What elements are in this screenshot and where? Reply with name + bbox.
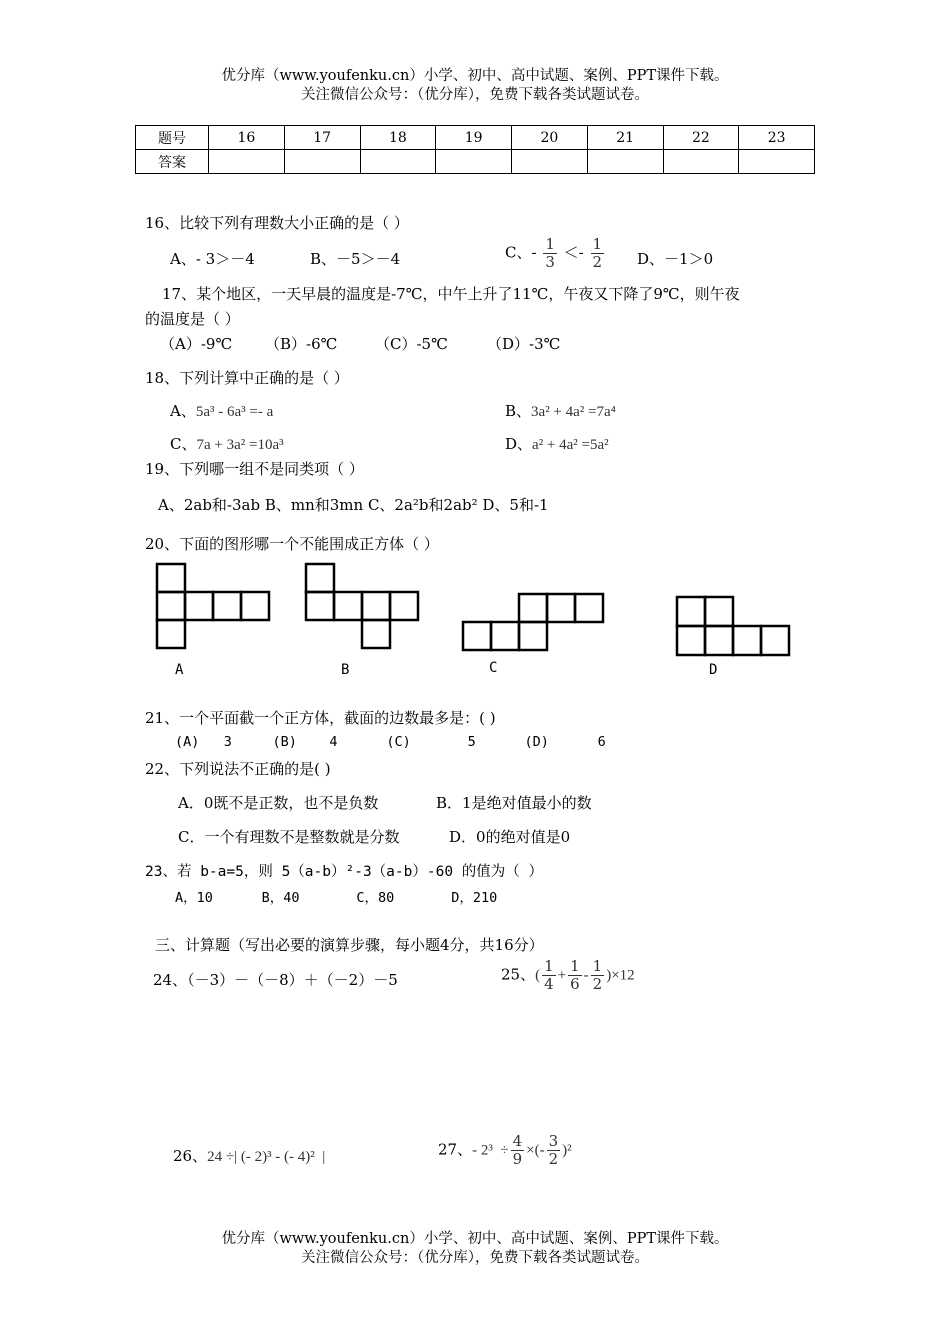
net-label-d: D bbox=[709, 662, 718, 678]
q16-option-d: D、－1＞0 bbox=[637, 250, 714, 268]
denominator: 2 bbox=[592, 253, 603, 271]
q17-stem-line1: 17、某个地区，一天早晨的温度是-7℃，中午上升了11℃，午夜又下降了9℃，则午夜 bbox=[162, 285, 740, 303]
table-cell: 16 bbox=[209, 126, 285, 150]
q27-mid: ×(- bbox=[526, 1142, 545, 1159]
denominator: 4 bbox=[544, 975, 554, 993]
answer-table bbox=[135, 125, 815, 174]
option-expression: a² + 4a² =5a² bbox=[532, 437, 609, 453]
q25-label: 25、 bbox=[501, 965, 536, 984]
option-label: B、 bbox=[505, 402, 532, 420]
cube-net-a bbox=[157, 564, 269, 648]
answer-cell[interactable] bbox=[436, 150, 512, 174]
q22-stem: 22、下列说法不正确的是( ) bbox=[145, 760, 331, 778]
q16-c-mid: ＜- bbox=[563, 243, 584, 262]
table-cell: 题号 bbox=[136, 126, 209, 150]
q23-options: A，10 B，40 C，80 D，210 bbox=[175, 890, 498, 906]
answer-cell[interactable] bbox=[663, 150, 739, 174]
section-3-title: 三、计算题（写出必要的演算步骤，每小题4分，共16分） bbox=[155, 936, 544, 954]
denominator: 9 bbox=[512, 1150, 523, 1168]
operator: - bbox=[583, 967, 589, 984]
q18-option-a bbox=[170, 400, 273, 421]
option-label: D、 bbox=[505, 435, 533, 453]
option-label: C、 bbox=[170, 435, 197, 453]
q23-stem: 23、若 b-a=5，则 5（a-b）²-3（a-b）-60 的值为（ ） bbox=[145, 864, 544, 880]
denominator: 3 bbox=[545, 253, 555, 271]
q19-stem: 19、下列哪一组不是同类项（ ） bbox=[145, 460, 364, 478]
table-cell: 17 bbox=[284, 126, 360, 150]
q19-options: A、2ab和-3ab B、mn和3mn C、2a²b和2ab² D、5和-1 bbox=[158, 496, 549, 514]
numerator: 1 bbox=[570, 957, 580, 975]
paren-open: ( bbox=[535, 967, 541, 984]
q26-label: 26、 bbox=[173, 1147, 208, 1165]
q22-option-c: C．一个有理数不是整数就是分数 bbox=[178, 828, 400, 846]
q17-option-d: （D）-3℃ bbox=[487, 335, 561, 353]
fraction bbox=[547, 1133, 561, 1168]
q21-options: (A) 3 (B) 4 (C) 5 (D) 6 bbox=[175, 734, 606, 750]
q16-stem: 16、比较下列有理数大小正确的是（ ） bbox=[145, 214, 409, 232]
option-expression: 5a³ - 6a³ =- a bbox=[195, 404, 274, 420]
q22-option-a: A．0既不是正数，也不是负数 bbox=[178, 794, 379, 812]
q22-option-d: D．0的绝对值是0 bbox=[449, 828, 571, 846]
q18-stem: 18、下列计算中正确的是（ ） bbox=[145, 369, 349, 387]
answer-cell[interactable] bbox=[739, 150, 815, 174]
answer-cell[interactable] bbox=[587, 150, 663, 174]
denominator: 2 bbox=[548, 1150, 559, 1168]
operator: + bbox=[557, 967, 567, 984]
table-cell: 23 bbox=[739, 126, 815, 150]
header-line-2: 关注微信公众号：（优分库），免费下载各类试题试卷。 bbox=[301, 87, 649, 103]
option-label: A、 bbox=[170, 402, 196, 420]
q20-stem: 20、下面的图形哪一个不能围成正方体（ ） bbox=[145, 535, 439, 553]
table-cell: 答案 bbox=[136, 150, 209, 174]
q24-expression: 24、（－3）－（－8）＋（－2）－5 bbox=[153, 971, 398, 989]
cube-nets-figure bbox=[140, 555, 820, 685]
numerator: 1 bbox=[544, 957, 554, 975]
table-cell: 19 bbox=[436, 126, 512, 150]
fraction bbox=[591, 958, 605, 993]
net-label-c: C bbox=[489, 660, 498, 676]
answer-cell[interactable] bbox=[284, 150, 360, 174]
fraction bbox=[542, 958, 556, 993]
paren-close: )×12 bbox=[606, 967, 635, 984]
option-expression: 3a² + 4a² =7a⁴ bbox=[531, 404, 616, 420]
net-label-a: A bbox=[175, 662, 184, 678]
table-cell: 21 bbox=[587, 126, 663, 150]
numerator: 1 bbox=[545, 235, 555, 253]
q27-expression bbox=[438, 1133, 572, 1168]
table-cell: 22 bbox=[663, 126, 739, 150]
q17-stem-line2: 的温度是（ ） bbox=[145, 310, 240, 328]
fraction bbox=[543, 236, 557, 271]
footer-line-2: 关注微信公众号：（优分库），免费下载各类试题试卷。 bbox=[301, 1250, 649, 1266]
numerator: 3 bbox=[548, 1132, 559, 1150]
numerator: 4 bbox=[512, 1132, 523, 1150]
table-cell: 20 bbox=[512, 126, 588, 150]
option-expression: 7a + 3a² =10a³ bbox=[196, 437, 284, 453]
table-cell: 18 bbox=[360, 126, 436, 150]
fraction bbox=[568, 958, 582, 993]
q27-label: 27、 bbox=[438, 1140, 473, 1159]
q18-option-d bbox=[505, 433, 609, 454]
q26-math: 24 ÷| (- 2)³ - (- 4)² | bbox=[207, 1149, 326, 1165]
fraction bbox=[511, 1133, 525, 1168]
table-row bbox=[136, 126, 815, 150]
cube-net-d bbox=[677, 597, 789, 655]
answer-cell[interactable] bbox=[360, 150, 436, 174]
answer-cell[interactable] bbox=[209, 150, 285, 174]
q17-option-a: （A）-9℃ bbox=[160, 335, 233, 353]
answer-cell[interactable] bbox=[512, 150, 588, 174]
numerator: 1 bbox=[592, 957, 603, 975]
q22-option-b: B．1是绝对值最小的数 bbox=[436, 794, 592, 812]
q25-expression bbox=[501, 958, 635, 993]
q16-option-c bbox=[505, 236, 606, 271]
q17-option-c: （C）-5℃ bbox=[375, 335, 448, 353]
q16-c-prefix: C、- bbox=[505, 243, 537, 262]
header-line-1: 优分库（www.youfenku.cn）小学、初中、高中试题、案例、PPT课件下载。 bbox=[221, 68, 729, 84]
q18-option-b bbox=[505, 400, 616, 421]
q18-option-c bbox=[170, 433, 284, 454]
q17-option-b: （B）-6℃ bbox=[265, 335, 338, 353]
q21-stem: 21、一个平面截一个正方体，截面的边数最多是：( ) bbox=[145, 709, 496, 727]
fraction bbox=[591, 236, 605, 271]
denominator: 2 bbox=[592, 975, 603, 993]
cube-net-b bbox=[306, 564, 418, 648]
denominator: 6 bbox=[570, 975, 580, 993]
numerator: 1 bbox=[592, 235, 603, 253]
footer-line-1: 优分库（www.youfenku.cn）小学、初中、高中试题、案例、PPT课件下载。 bbox=[221, 1231, 729, 1247]
net-label-b: B bbox=[341, 662, 350, 678]
q26-expression bbox=[173, 1145, 325, 1166]
q16-option-a: A、- 3＞－4 bbox=[170, 250, 255, 268]
table-row bbox=[136, 150, 815, 174]
q16-option-b: B、－5＞－4 bbox=[310, 250, 401, 268]
q27-pre: - 2³ ÷ bbox=[472, 1142, 509, 1159]
q27-post: )² bbox=[562, 1142, 572, 1159]
cube-net-c bbox=[463, 594, 603, 650]
